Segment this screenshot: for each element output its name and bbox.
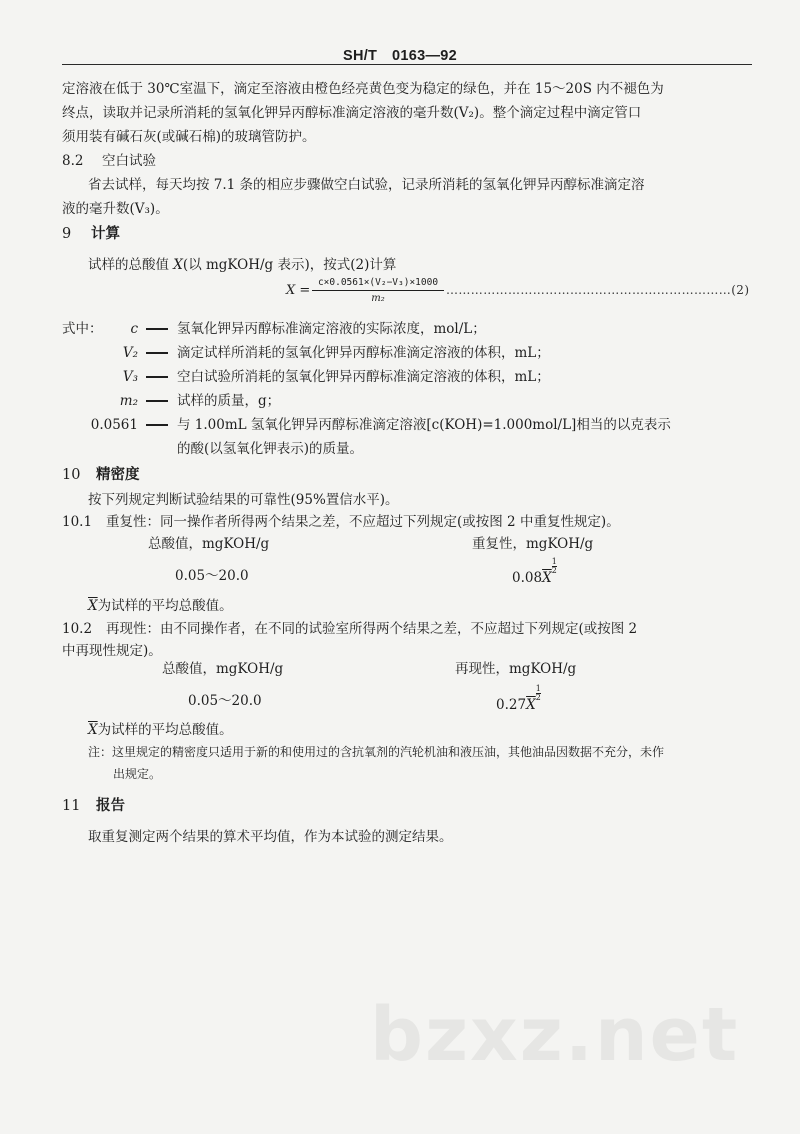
section-8-2-number: 8.2 [62, 153, 84, 169]
formula-fraction [312, 277, 444, 305]
watermark: bzxz.net [370, 992, 740, 1078]
def-symbol-m2: m₂ [119, 393, 138, 409]
formula-numerator: c×0.0561×(V₂−V₃)×1000 [317, 277, 439, 288]
formula-lhs: X = [286, 283, 311, 298]
where-label: 式中： [62, 321, 103, 337]
repeatability-coef: 0.08 [512, 570, 543, 586]
def-symbol-constant: 0.0561 [90, 417, 138, 433]
section-10-intro: 按下列规定判断试验结果的可靠性(95%置信水平)。 [88, 492, 399, 508]
def-dash [146, 376, 168, 378]
def-text-m2: 试样的质量，g； [177, 393, 281, 409]
def-text-v2: 滴定试样所消耗的氢氧化钾异丙醇标准滴定溶液的体积，mL； [177, 345, 550, 361]
section-10-2-text: 再现性：由不同操作者，在不同的试验室所得两个结果之差，不应超过下列规定(或按图 2 [106, 621, 638, 637]
xbar-symbol: $\overline{X}$ [88, 722, 98, 738]
reproducibility-col1-header: 总酸值，mgKOH/g [162, 661, 284, 677]
section-9-intro-var: X [173, 257, 183, 273]
intro-line-1: 定溶液在低于 30℃室温下，滴定至溶液由橙色经亮黄色变为稳定的绿色，并在 15～20S 内不褪色为 [62, 81, 664, 97]
def-dash [146, 400, 168, 402]
section-10-1-text: 重复性：同一操作者所得两个结果之差，不应超过下列规定(或按图 2 中重复性规定)。 [106, 514, 620, 530]
section-9-title [91, 225, 120, 243]
exponent-numerator: 1 [535, 684, 541, 693]
repeatability-col2-header: 重复性，mgKOH/g [472, 536, 594, 552]
section-8-2-line-1: 省去试样，每天均按 7.1 条的相应步骤做空白试验，记录所消耗的氢氧化钾异丙醇标准滴定溶 [88, 177, 645, 193]
section-11-title [96, 797, 125, 815]
formula-leader-number: ……………………………………………………………(2) [446, 283, 750, 297]
def-dash [146, 424, 168, 426]
repeatability-xbar: $\overline{X}$ [542, 570, 552, 586]
def-text-c: 氢氧化钾异丙醇标准滴定溶液的实际浓度，mol/L； [177, 321, 486, 337]
section-8-2-line-2: 液的毫升数(V₃)。 [62, 201, 169, 217]
section-8-2-title: 空白试验 [102, 153, 156, 169]
section-11-number: 11 [62, 798, 81, 814]
section-10-number: 10 [62, 467, 81, 483]
acid-value-formula [286, 277, 750, 304]
note-line-1: 注：这里规定的精密度只适用于新的和使用过的含抗氧剂的汽轮机油和液压油，其他油品因数据不充分，未作 [88, 745, 665, 759]
section-10-2-text-2: 中再现性规定)。 [62, 643, 162, 659]
repeatability-col1-header: 总酸值，mgKOH/g [148, 536, 270, 552]
section-9-intro [88, 256, 396, 274]
reproducibility-col2-header: 再现性，mgKOH/g [455, 661, 577, 677]
def-dash [146, 352, 168, 354]
reproducibility-exponent [536, 685, 541, 702]
repeatability-xbar-note [88, 597, 233, 615]
repeatability-value [512, 557, 557, 587]
section-10-2-number: 10.2 [62, 621, 93, 637]
formula-denominator: m₂ [371, 293, 385, 304]
reproducibility-range: 0.05～20.0 [188, 693, 262, 709]
exponent-denominator: 2 [551, 566, 557, 575]
def-dash [146, 328, 168, 330]
xbar-note-text: 为试样的平均总酸值。 [97, 598, 233, 614]
section-9-intro-post: (以 mgKOH/g 表示)，按式(2)计算 [182, 257, 397, 273]
note-line-2: 出规定。 [113, 767, 162, 781]
section-10-1-number: 10.1 [62, 514, 93, 530]
def-symbol-v2: V₂ [122, 345, 138, 361]
section-11-title-text: 报告 [96, 798, 125, 814]
repeatability-range: 0.05～20.0 [175, 568, 249, 584]
def-symbol-c: c [130, 321, 138, 337]
exponent-denominator: 2 [535, 693, 541, 702]
def-text-v3: 空白试验所消耗的氢氧化钾异丙醇标准滴定溶液的体积，mL； [177, 369, 550, 385]
section-10-title [96, 466, 140, 484]
exponent-numerator: 1 [551, 557, 557, 566]
header-rule [62, 64, 752, 65]
section-9-intro-pre: 试样的总酸值 [88, 257, 174, 273]
intro-line-2: 终点，读取并记录所消耗的氢氧化钾异丙醇标准滴定溶液的毫升数(V₂)。整个滴定过程中滴定管口 [62, 105, 642, 121]
def-symbol-v3: V₃ [122, 369, 138, 385]
fraction-bar [312, 290, 444, 291]
repeatability-exponent [552, 558, 557, 575]
reproducibility-xbar-note [88, 721, 233, 739]
reproducibility-coef: 0.27 [496, 697, 527, 713]
reproducibility-value [496, 684, 541, 714]
reproducibility-xbar: $\overline{X}$ [526, 697, 536, 713]
section-11-text: 取重复测定两个结果的算术平均值，作为本试验的测定结果。 [88, 829, 453, 845]
xbar-symbol: $\overline{X}$ [88, 598, 98, 614]
def-text-constant-1: 与 1.00mL 氢氧化钾异丙醇标准滴定溶液[c(KOH)=1.000mol/L]相当的以克表示 [177, 417, 671, 433]
section-9-title-text: 计算 [91, 226, 120, 242]
section-10-title-text: 精密度 [96, 467, 140, 483]
intro-line-3: 须用装有碱石灰(或碱石棉)的玻璃管防护。 [62, 129, 316, 145]
xbar-note-text: 为试样的平均总酸值。 [97, 722, 233, 738]
section-9-number: 9 [62, 226, 72, 242]
def-text-constant-2: 的酸(以氢氧化钾表示)的质量。 [177, 441, 364, 457]
document-header-code: SH/T 0163—92 [342, 48, 457, 64]
